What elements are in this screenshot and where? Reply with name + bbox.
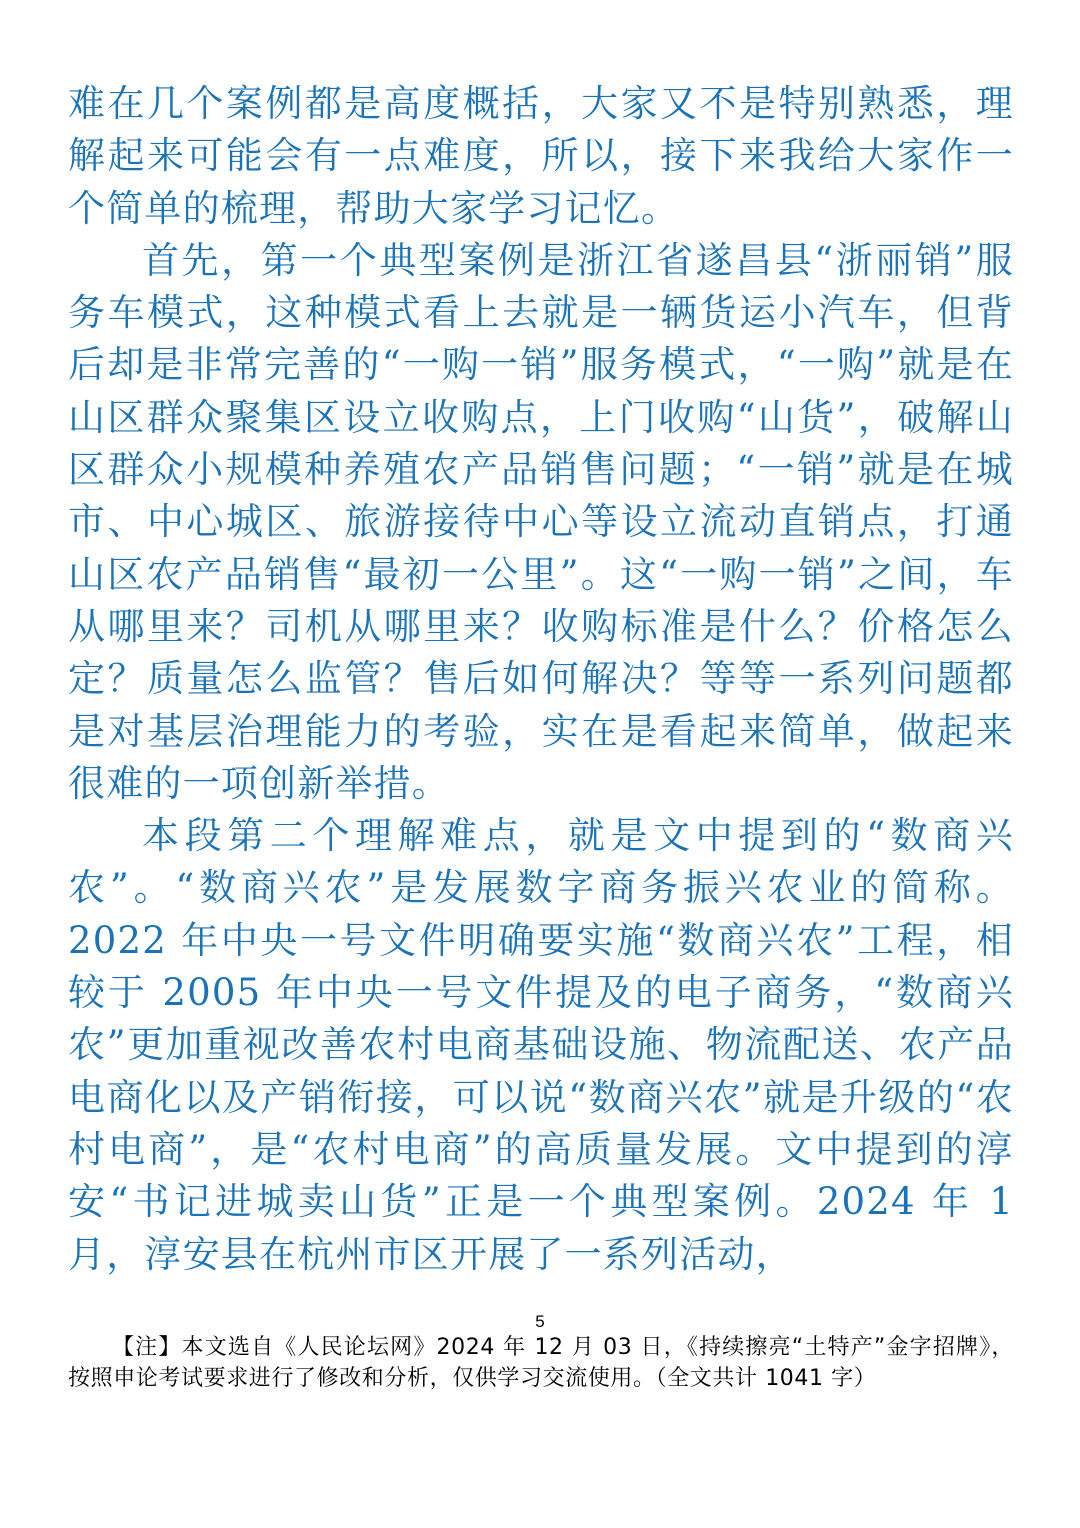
page-number: 5 xyxy=(535,1312,545,1331)
paragraph-3: 本段第二个理解难点，就是文中提到的“数商兴农”。“数商兴农”是发展数字商务振兴农业的简称。2022 年中央一号文件明确要实施“数商兴农”工程，相较于 2005 年中央一号文件提及的电子商务，“数商兴农”更加重视改善农村电商基础设施、物流配送、农产品电商化以及产销衔接，可以说“数商兴农”就是升级的“农村电商”，是“农村电商”的高质量发展。文中提到的淳安“书记进城卖山货”正是一个典型案例。2024 年 1 月，淳安县在杭州市区开展了一系列活动， xyxy=(68,814,1014,1276)
body-text xyxy=(68,78,1014,1281)
paragraph-1: 难在几个案例都是高度概括，大家又不是特别熟悉，理解起来可能会有一点难度，所以，接下来我给大家作一个简单的梳理，帮助大家学习记忆。 xyxy=(68,82,1014,230)
paragraph-2: 首先，第一个典型案例是浙江省遂昌县“浙丽销”服务车模式，这种模式看上去就是一辆货运小汽车，但背后却是非常完善的“一购一销”服务模式，“一购”就是在山区群众聚集区设立收购点，上门收购“山货”，破解山区群众小规模种养殖农产品销售问题；“一销”就是在城市、中心城区、旅游接待中心等设立流动直销点，打通山区农产品销售“最初一公里”。这“一购一销”之间，车从哪里来？司机从哪里来？收购标准是什么？价格怎么定？质量怎么监管？售后如何解决？等等一系列问题都是对基层治理能力的考验，实在是看起来简单，做起来很难的一项创新举措。 xyxy=(68,238,1014,805)
footnote: 【注】本文选自《人民论坛网》2024 年 12 月 03 日，《持续擦亮“土特产”金字招牌》，按照申论考试要求进行了修改和分析，仅供学习交流使用。（全文共计 1041 字） xyxy=(68,1335,1014,1391)
